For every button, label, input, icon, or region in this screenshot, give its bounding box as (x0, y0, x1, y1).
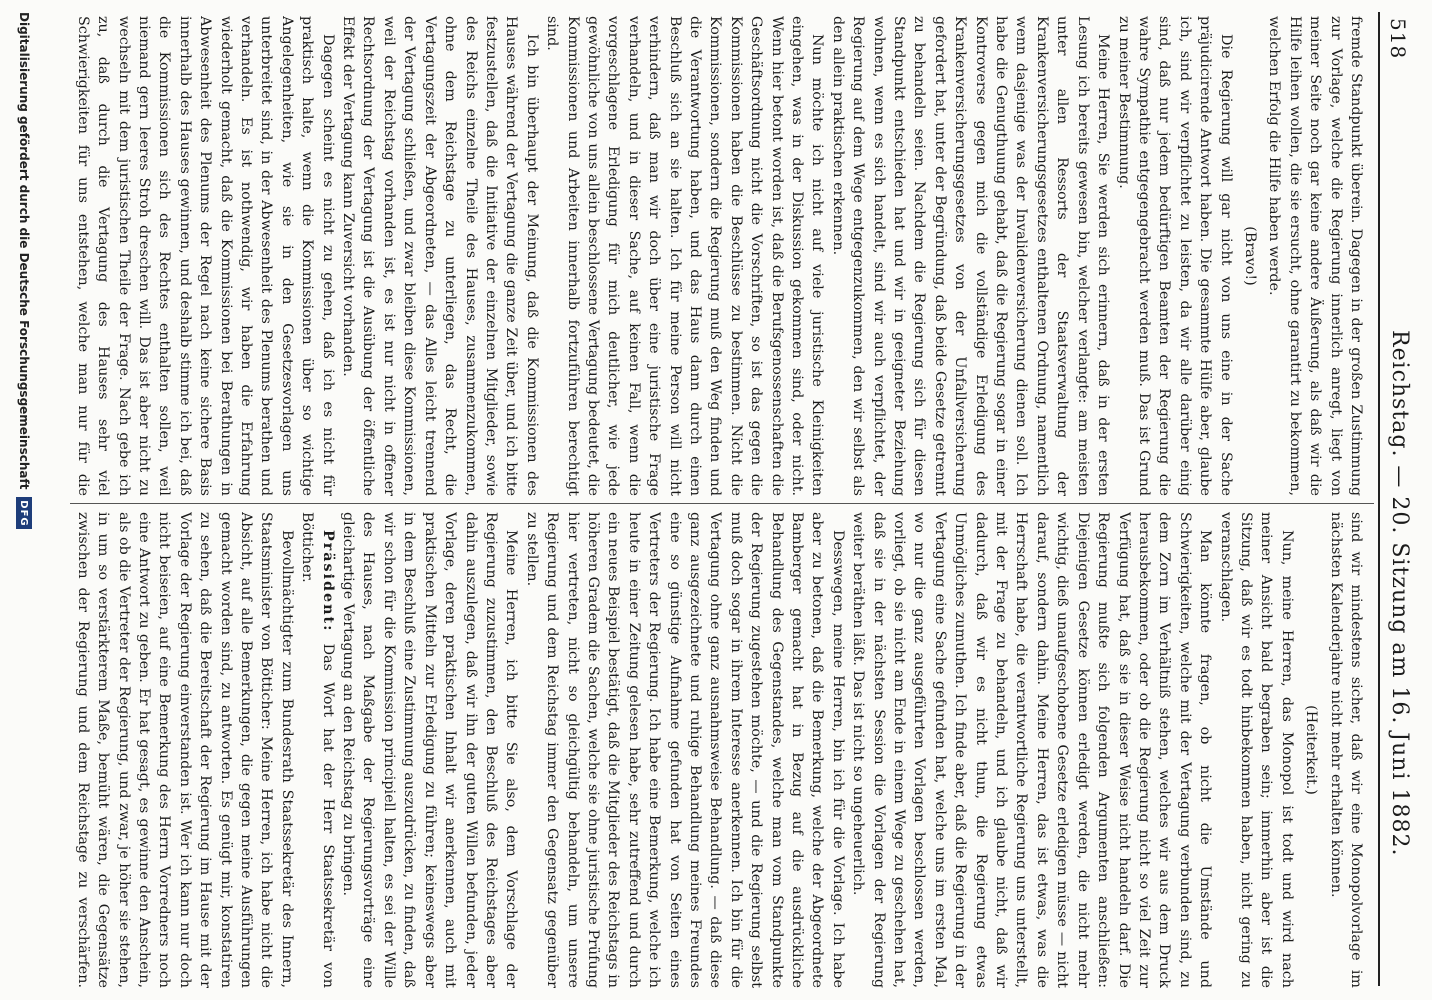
paragraph: Dagegen scheint es nicht zu gehen, daß ich es nicht für praktisch halte, wenn die Kommissionen über so wichtige Angelegenheiten, wie sie in den Gesetzesvorlagen uns unterbreitet sind, in der Abwesenheit des Plenums berathen und verhandeln. Es ist nothwendig, wir haben die Erfahrung wiederholt gemacht, daß die Kommissionen bei Berathungen in Abwesenheit des Plenums der Regel nach keine sichere Basis innerhalb des Hauses gewinnen, und deshalb stimme ich bei, daß die Kommissionen sich des Rechtes enthalten sollen, weil niemand gern leeres Stroh dreschen will. Das ist aber nicht zu wechseln mit dem juristischen Theile der Frage. Nach gebe ich zu, daß durch die Vertagung des Hauses sehr viel Schwierigkeiten für uns entstehen, welche man nur für die (74, 16, 336, 496)
page-number: 518 (1386, 18, 1410, 60)
reaction: (Bravo!) (1241, 226, 1258, 286)
reaction: (Heiterkeit.) (1303, 705, 1320, 795)
paragraph: Man könnte fragen, ob nicht die Umstände und Schwierigkeiten, welche mit der Vertagung verbunden sind, zu dem Zorn im Verhältniß stehen, welches wir aus dem Druck herausbekommen, oder ob die Regierung nicht so viel Zeit zur Verfügung hat, daß sie in dieser Weise nicht handeln darf. Die Regierung mußte sich folgenden Argumenten anschließen: Diejenigen Gesetze können erledigt werden, die nicht mehr wichtig, dieß unaufgeschobene Gesetze erledigen müsse — nicht darauf, sondern dahin. Meine Herren, das ist etwas, was die Herrschaft habe, die verantwortliche Regierung uns unterstellt, mit der Frage zu behandeln, und ich glaube nicht, daß wir dadurch, daß wir es nicht thun, die Regierung etwas Unmögliches zumuthen. Ich finde aber, daß die Regierung in der Vertagung eine Sache gefunden hat, welche uns im ersten Mal, wo nur die ganz ausgeführten Vorlagen beschlossen werden, vorliegt, ob sie nicht am Ende in einem Wege zu geschehen hat, daß sie in der nächsten Session die Vorlagen der Regierung weiter beräthen läßt. Das ist nicht so ungeheuerlich. (850, 512, 1214, 988)
digitization-footer (16, 12, 32, 988)
paragraph: Nun möchte ich nicht auf viele juristische Kleinigkeiten eingehen, was in der Diskussion gekommen sind, oder nicht. Wenn hier betont worden ist, daß die Berufsgenossenschaften die Geschäftsordnung nicht die Vorschriften, so ist das gegen die Kommissionen haben die Beschlüsse zu bestimmen. Nicht die Kommissionen, sondern die Regierung muß den Weg finden und die Verantwortung haben, und das Haus dann durch einen Beschluß sich an sie halten. Ich für meine Person will nicht verhindern, daß man wir doch über eine juristische Frage verhandeln, und in dieser Sache, auf keinen Fall, wenn die vorgeschlagene Erledigung für mich deutlicher, wie jede gewöhnliche von uns allein beschlossene Vertagung bedeutet, die Kommissionen und Arbeiten innerhalb fortzuführen berechtigt sind. (544, 16, 826, 496)
paragraph: Die Regierung will gar nicht von uns eine in der Sache präjudicirende Antwort haben. Die gesammte Hülfe aber, glaube ich, sind wir verpflichtet zu leisten, da wir alle darüber einig sind, daß nur jedem bedürftigen Beamten der Regierung die wahre Sympathie entgegengebracht werden muß. Das ist Grund zu meiner Bestimmung. (1115, 16, 1234, 496)
paragraph: Meine Herren, ich bitte Sie also, dem Vorschlage der Regierung zuzustimmen, den Beschluß des Reichstages aber dahin auszulegen, daß wir ihn der guten Willen befunden, jeder Vorlage, deren praktischen Inhalt wir anerkennen, auch mit praktischen Mitteln zur Erledigung zu führen; keineswegs aber in dem Beschluß eine Zustimmung auszudrücken, zu finden, daß wir schon für die Kommission principiell halten, es sei der Wille des Hauses, nach Maßgabe der Regierungsvorträge eine gleichartige Vertagung an den Reichstag zu bringen. (340, 512, 520, 988)
footer-text: Digitalisierung gefördert durch die Deutsche Forschungsgemeinschaft (17, 12, 31, 490)
paragraph: Bevollmächtigter zum Bundesrath Staatssekretär des Innern, Staatsminister von Bötticher: Meine Herren, ich habe nicht die Absicht, auf alle Bemerkungen, die gegen meine Ausführungen gemacht worden sind, zu antworten. Es genügt mir, konstatiren zu sehen, daß die Bereitschaft der Regierung im Hause mit der Vorlage der Regierung einverstanden ist. Wer ich kann nur doch nicht beiseien, auf eine Bemerkung des Herrn Vorredners noch eine Antwort zu geben. Er hat gesagt, es gewinne den Anschein, als ob die Vertreter der Regierung, und zwar, je höher sie stehen, in um so verstärkterem Maße, bemüht wären, die Gegensätze zwischen der Regierung und dem Reichstage zu verschärfen. (74, 512, 295, 988)
paragraph: fremde Standpunkt überein. Dagegen in der großen Zustimmung zur Vorlage, welche die Regierung innerlich anregt, liegt von meiner Seite noch gar keine andere Äußerung, als daß wir die Hilfe leihen wollen, die sie ersucht, ohne garantirt zu bekommen, welchen Erfolg die Hilfe haben werde. (1266, 16, 1364, 496)
page-header (1362, 0, 1432, 1000)
header-rule (1378, 12, 1380, 986)
paragraph: Meine Herren, Sie werden sich erinnern, daß in der ersten Lesung ich bereits gewesen bin, welcher verlangte: am meisten unter allen Ressorts der Staatsverwaltung der Krankenversicherungsgesetzes enthaltenen Ordnung, namentlich wenn dasjenige was der Invalidenversicherung dienen soll. Ich habe die Genugthuung gehabt, daß die Regierung sogar in einer Kontroverse gegen mich die vollständige Erledigung des Krankenversicherungsgesetzes von der Unfallversicherung gefordert hat, unter der Begründung, daß beide Gesetze getrennt zu behandeln seien. Nachdem die Regierung sich für diesen Standpunkt entschieden hat und wir in geeigneter Beziehung wohnen, wenn es sich handelt, sind wir auch verpflichtet, der Regierung auf dem Wege entgegenzukommen, den wir selbst als den allein praktischen erkennen. (829, 16, 1112, 496)
dfg-logo: DFG (16, 497, 32, 529)
paragraph: Desswegen, meine Herren, bin ich für die Vorlage. Ich habe aber zu betonen, daß die Bemerkung, welche der Abgeordnete Bamberger gemacht hat in Bezug auf die ausdrückliche Behandlung des Gegenstandes, welche man vom Standpunkte der Regierung zugestehen möchte, — und die Regierung selbst muß doch sogar in ihrem Interesse anerkennen. Ich bin für die Vertagung ohne ganz ausnahmsweise Behandlung. — daß diese ganz ausgezeichnete und ruhige Behandlung meines Freundes eine so günstige Aufnahme gefunden hat von Seiten eines Vertreters der Regierung. Ich habe eine Bemerkung, welche ich heute in einer Zeitung gelesen habe, sehr zutreffend und durch ein neues Beispiel bestätigt, daß die Mitglieder des Reichstags in höheren Gradem die Sachen, welche sie ohne juristische Prüfung hier vertreten, nicht so gleichgültig behandeln, um unsere Regierung und dem Reichstag immer den Gegensatz gegenüber zu stellen. (523, 512, 846, 988)
left-column (70, 16, 1366, 496)
paragraph: sind wir mindestens sicher, daß wir eine Monopolvorlage im nächsten Kalenderjahre nicht mehr erhalten können. (1327, 512, 1364, 988)
paragraph: Nun, meine Herren, das Monopol ist todt und wird nach meiner Ansicht bald begraben sein; immerhin aber ist die Sitzung, daß wir es todt hinbekommen haben, nicht gering zu veranschlagen. (1217, 512, 1295, 988)
speaker-text: Das Wort hat der Herr Staatssekretär von Bötticher. (299, 512, 336, 988)
paragraph: Ich bin überhaupt der Meinung, daß die Kommissionen des Hauses während der Vertagung die ganze Zeit über, und ich bitte festzustellen, daß die Initiative der einzelnen Mitglieder, sowie des Reichs einzelne Theile des Hauses, zusammenzukommen, ohne dem Reichstage zu unterliegen, das Recht, die Vertagungszeit der Abgeordneten, — das Alles leicht trennend der Vertagung schließen, und zwar bleiben diese Kommissionen, weil der Reichstag vorhanden ist, es ist nur nicht in offener Rechtsordnung der Vertagung ist die Ausübung der öffentliche Effekt der Vertagung kann Zuversicht vorhanden. (340, 16, 540, 496)
speaker-label: Präsident: (319, 530, 336, 633)
right-column (70, 512, 1366, 988)
column-divider (70, 503, 1374, 504)
page-title: Reichstag. — 20. Sitzung am 16. Juni 1882. (1387, 330, 1412, 857)
speaker-paragraph (297, 512, 338, 988)
